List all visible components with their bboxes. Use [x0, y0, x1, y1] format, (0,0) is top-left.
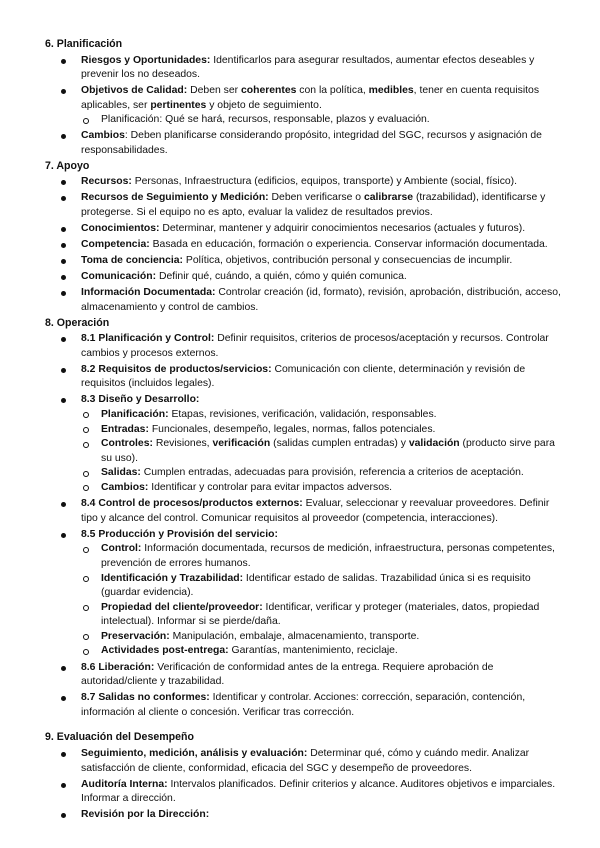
- sub-list-item: Planificación: Etapas, revisiones, verificación, validación, responsables.: [45, 408, 568, 423]
- sub-list-item: Entradas: Funcionales, desempeño, legales, normas, fallos potenciales.: [45, 423, 568, 438]
- sub-list-item: Propiedad del cliente/proveedor: Identificar, verificar y proteger (materiales, datos, propiedad intelectual). Informar si se pierde/daña.: [45, 601, 568, 630]
- sub-list-item: Control: Información documentada, recursos de medición, infraestructura, personas competentes, prevención de errores humanos.: [45, 542, 568, 571]
- list-item: Cambios: Deben planificarse considerando propósito, integridad del SGC, recursos y asignación de responsabilidades.: [45, 129, 568, 158]
- list-item: 8.5 Producción y Provisión del servicio: Control: Información documentada, recursos de medición, infraestructura, personas competentes, prevención de errores humanos. Identificación y Trazabilidad: Identificar estado de salidas. Trazabilidad única si es requisito (guardar evidencia). Propiedad del cliente/proveedor: Identificar, verificar y proteger (materiales, datos, propiedad intelectual). Informar si se pierde/daña. Preservación: Manipulación, embalaje, almacenamiento, transporte. Actividades post-entrega: Garantías, mantenimiento, reciclaje.: [45, 528, 568, 659]
- sub-list-item: Actividades post-entrega: Garantías, mantenimiento, reciclaje.: [45, 644, 568, 659]
- list-item: 8.3 Diseño y Desarrollo: Planificación: Etapas, revisiones, verificación, validación, responsables. Entradas: Funcionales, desempeño, legales, normas, fallos potenciales. Controles: Revisiones, verificación (salidas cumplen entradas) y validación (producto sirve para su uso). Salidas: Cumplen entradas, adecuadas para provisión, referencia a criterios de aceptación. Cambios: Identificar y controlar para evitar impactos adversos.: [45, 393, 568, 495]
- list-item: Revisión por la Dirección:: [45, 808, 568, 823]
- list-item: Riesgos y Oportunidades: Identificarlos para asegurar resultados, aumentar efectos deseables y prevenir los no deseados.: [45, 54, 568, 83]
- section-8-list: [45, 332, 568, 720]
- list-item: Conocimientos: Determinar, mantener y adquirir conocimientos necesarios (actuales y futuros).: [45, 222, 568, 237]
- sub-list: [81, 113, 568, 128]
- sub-list-item: Cambios: Identificar y controlar para evitar impactos adversos.: [45, 481, 568, 496]
- list-item: Seguimiento, medición, análisis y evaluación: Determinar qué, cómo y cuándo medir. Analizar satisfacción de cliente, conformidad, eficacia del SGC y desempeño de proveedores.: [45, 747, 568, 776]
- sub-list-item: Identificación y Trazabilidad: Identificar estado de salidas. Trazabilidad única si es requisito (guardar evidencia).: [45, 572, 568, 601]
- sub-list-item: Salidas: Cumplen entradas, adecuadas para provisión, referencia a criterios de aceptación.: [45, 466, 568, 481]
- list-item: 8.4 Control de procesos/productos externos: Evaluar, seleccionar y reevaluar proveedores. Definir tipo y alcance del control. Comunicar requisitos al proveedor (competencia, interacciones).: [45, 497, 568, 526]
- list-item: Auditoría Interna: Intervalos planificados. Definir criterios y alcance. Auditores objetivos e imparciales. Informar a dirección.: [45, 778, 568, 807]
- section-9-list: [45, 747, 568, 823]
- section-6-list: [45, 54, 568, 159]
- section-6-heading: 6. Planificación: [45, 38, 123, 50]
- section-8-heading: 8. Operación: [45, 316, 110, 329]
- list-item: Recursos: Personas, Infraestructura (edificios, equipos, transporte) y Ambiente (social, físico).: [45, 175, 568, 190]
- list-item: Comunicación: Definir qué, cuándo, a quién, cómo y quién comunica.: [45, 270, 568, 285]
- list-item: 8.7 Salidas no conformes: Identificar y controlar. Acciones: corrección, separación, contención, información al cliente o concesión. Verificar tras corrección.: [45, 691, 568, 720]
- sub-list: [81, 408, 568, 496]
- list-item: 8.1 Planificación y Control: Definir requisitos, criterios de procesos/aceptación y recursos. Controlar cambios y procesos externos.: [45, 332, 568, 361]
- list-item: Competencia: Basada en educación, formación o experiencia. Conservar información documentada.: [45, 238, 568, 253]
- list-item: 8.6 Liberación: Verificación de conformidad antes de la entrega. Requiere aprobación de autoridad/cliente y trazabilidad.: [45, 661, 568, 690]
- list-item: Información Documentada: Controlar creación (id, formato), revisión, aprobación, distribución, acceso, almacenamiento y control de cambios.: [45, 286, 568, 315]
- section-9-heading: 9. Evaluación del Desempeño: [45, 731, 194, 744]
- list-item: Recursos de Seguimiento y Medición: Deben verificarse o calibrarse (trazabilidad), identificarse y protegerse. Si el equipo no es apto, evaluar la validez de resultados previos.: [45, 191, 568, 220]
- list-item: Toma de conciencia: Política, objetivos, contribución personal y consecuencias de incumplir.: [45, 254, 568, 269]
- sub-list-item: Preservación: Manipulación, embalaje, almacenamiento, transporte.: [45, 630, 568, 645]
- section-7-list: [45, 175, 568, 315]
- list-item: Objetivos de Calidad: Deben ser coherentes con la política, medibles, tener en cuenta requisitos aplicables, ser pertinentes y objeto de seguimiento. Planificación: Qué se hará, recursos, responsable, plazos y evaluación.: [45, 84, 568, 128]
- list-item: 8.2 Requisitos de productos/servicios: Comunicación con cliente, determinación y revisión de requisitos (incluidos legales).: [45, 363, 568, 392]
- sub-list-item: Planificación: Qué se hará, recursos, responsable, plazos y evaluación.: [45, 113, 568, 128]
- sub-list-item: Controles: Revisiones, verificación (salidas cumplen entradas) y validación (producto sirve para su uso).: [45, 437, 568, 466]
- sub-list: [81, 542, 568, 659]
- section-7-heading: 7. Apoyo: [45, 159, 90, 172]
